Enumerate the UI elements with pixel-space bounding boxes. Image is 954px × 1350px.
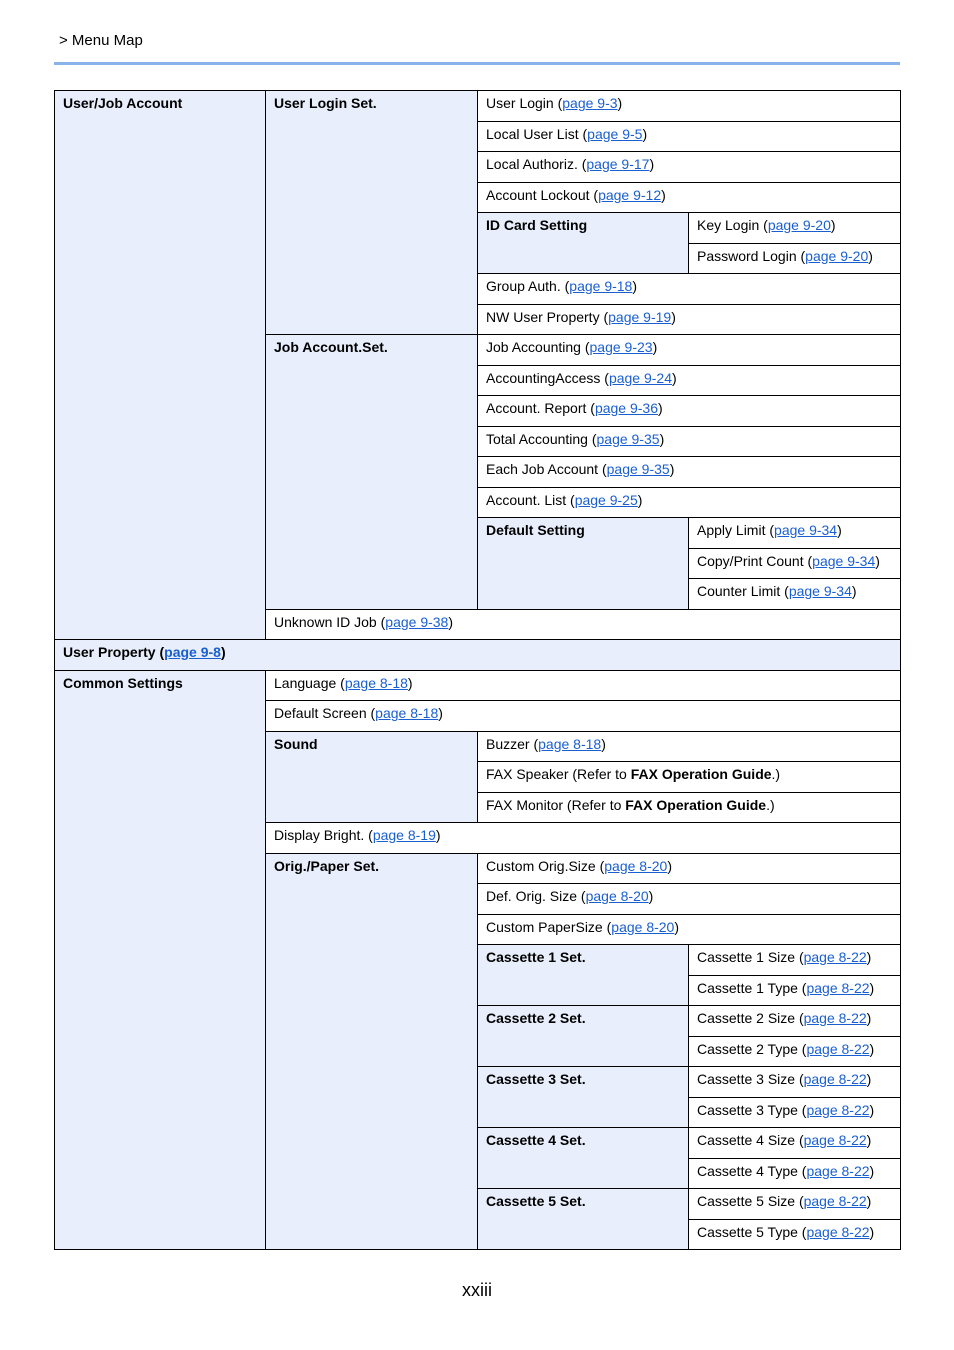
page-link[interactable]: page 9-23 xyxy=(589,339,653,355)
closing-text: ) xyxy=(632,278,638,294)
menu-heading-sound xyxy=(265,731,478,824)
menu-item-label: Account. List ( xyxy=(486,491,575,508)
menu-item-password-login xyxy=(688,243,901,275)
menu-item-copy-print-count xyxy=(688,548,901,580)
menu-item-job-accounting xyxy=(477,334,901,366)
menu-item-local-user-list xyxy=(477,121,901,153)
page-link[interactable]: page 8-22 xyxy=(806,979,870,996)
menu-item-label: Sound xyxy=(274,735,318,752)
menu-item-cassette-3-size xyxy=(688,1066,901,1098)
menu-item-label: Cassette 4 Set. xyxy=(486,1132,586,1148)
closing-text: ) xyxy=(407,674,413,691)
closing-text: ) xyxy=(866,1132,872,1148)
menu-item-def-orig-size xyxy=(477,883,901,915)
menu-item-label: Cassette 1 Type ( xyxy=(697,979,807,996)
header-rule xyxy=(54,62,900,65)
menu-item-label: Local Authoriz. ( xyxy=(486,156,587,172)
breadcrumb: > Menu Map xyxy=(59,32,143,49)
menu-map-table xyxy=(54,90,900,1249)
closing-text: ) xyxy=(649,156,655,172)
closing-text: ) xyxy=(671,308,676,325)
menu-item-label: FAX Monitor (Refer to xyxy=(486,796,626,813)
menu-item-label: ID Card Setting xyxy=(486,217,588,233)
closing-text: ) xyxy=(435,827,441,843)
closing-text: ) xyxy=(661,186,666,203)
closing-text: ) xyxy=(869,1040,875,1057)
menu-item-counter-limit xyxy=(688,578,901,610)
closing-text: ) xyxy=(866,1193,872,1209)
page-link[interactable]: page 8-22 xyxy=(803,1071,867,1087)
menu-item-unknown-id-job xyxy=(265,609,901,641)
menu-item-label: Common Settings xyxy=(63,674,183,691)
menu-item-cassette-5-type xyxy=(688,1219,901,1251)
page-link[interactable]: page 8-20 xyxy=(585,888,649,904)
closing-text: ) xyxy=(669,461,675,477)
menu-item-account-lockout xyxy=(477,182,901,214)
closing-text: ) xyxy=(448,613,454,630)
menu-heading-cassette-1-set xyxy=(477,944,689,1006)
menu-item-label: Each Job Account ( xyxy=(486,461,607,477)
menu-item-label: Cassette 1 Size ( xyxy=(697,949,804,965)
menu-item-label: FAX Speaker (Refer to xyxy=(486,766,631,782)
closing-text: ) xyxy=(868,247,873,264)
page-link[interactable]: page 8-18 xyxy=(344,674,408,691)
menu-item-default-screen xyxy=(265,700,901,732)
menu-heading-cassette-4-set xyxy=(477,1127,689,1189)
closing-text: ) xyxy=(659,430,665,447)
menu-heading-id-card-setting xyxy=(477,212,689,274)
menu-item-label: Cassette 2 Type ( xyxy=(697,1040,807,1057)
page-link[interactable]: page 8-22 xyxy=(806,1223,870,1240)
menu-item-apply-limit xyxy=(688,517,901,549)
menu-item-label: Counter Limit ( xyxy=(697,583,789,599)
menu-item-group-auth xyxy=(477,273,901,305)
menu-item-local-authoriz xyxy=(477,151,901,183)
menu-item-label: Default Screen ( xyxy=(274,705,376,721)
closing-text: ) xyxy=(648,888,654,904)
page-link[interactable]: page 8-19 xyxy=(372,827,436,843)
menu-item-buzzer xyxy=(477,731,901,763)
page-link[interactable]: page 8-22 xyxy=(803,1010,867,1026)
menu-item-label: Cassette 5 Set. xyxy=(486,1193,586,1209)
closing-text: ) xyxy=(617,95,623,111)
menu-item-label: Buzzer ( xyxy=(486,735,539,752)
closing-text: ) xyxy=(652,339,658,355)
closing-text: .) xyxy=(766,796,775,813)
menu-item-display-bright xyxy=(265,822,901,854)
closing-text: ) xyxy=(869,1162,875,1179)
menu-item-label: Group Auth. ( xyxy=(486,278,570,294)
page-link[interactable]: page 9-35 xyxy=(596,430,660,447)
page-link[interactable]: page 9-17 xyxy=(586,156,650,172)
closing-text: ) xyxy=(672,369,677,386)
menu-item-cassette-4-type xyxy=(688,1158,901,1190)
menu-item-label: Password Login ( xyxy=(697,247,806,264)
menu-item-label: Custom Orig.Size ( xyxy=(486,857,605,874)
menu-item-fax-speaker-refer-to xyxy=(477,761,901,793)
page-link[interactable]: page 9-20 xyxy=(767,217,831,233)
menu-item-label: User Login ( xyxy=(486,95,563,111)
closing-text: ) xyxy=(642,125,648,142)
menu-item-cassette-4-size xyxy=(688,1127,901,1159)
menu-item-cassette-1-size xyxy=(688,944,901,976)
menu-item-label: Cassette 3 Set. xyxy=(486,1071,586,1087)
guide-reference: FAX Operation Guide xyxy=(625,796,767,813)
menu-heading-job-account-set xyxy=(265,334,478,610)
page-link[interactable]: page 8-20 xyxy=(604,857,668,874)
menu-heading-orig-paper-set xyxy=(265,853,478,1251)
menu-heading-cassette-2-set xyxy=(477,1005,689,1067)
page-link[interactable]: page 9-8 xyxy=(164,644,221,660)
page-link[interactable]: page 9-34 xyxy=(788,583,852,599)
page-link[interactable]: page 9-35 xyxy=(606,461,670,477)
page-link[interactable]: page 9-12 xyxy=(598,186,662,203)
closing-text: ) xyxy=(875,552,880,569)
closing-text: ) xyxy=(866,1071,872,1087)
page-link[interactable]: page 8-22 xyxy=(806,1101,870,1118)
menu-item-label: AccountingAccess ( xyxy=(486,369,609,386)
page-link[interactable]: page 8-18 xyxy=(538,735,602,752)
menu-item-label: Cassette 3 Size ( xyxy=(697,1071,804,1087)
menu-item-label: Total Accounting ( xyxy=(486,430,597,447)
menu-item-fax-monitor-refer-to xyxy=(477,792,901,824)
menu-item-label: Copy/Print Count ( xyxy=(697,552,813,569)
page-link[interactable]: page 9-36 xyxy=(594,400,658,416)
menu-item-cassette-5-size xyxy=(688,1188,901,1220)
menu-item-accountingaccess xyxy=(477,365,901,397)
closing-text: ) xyxy=(674,918,680,935)
menu-item-account-report xyxy=(477,395,901,427)
page-link[interactable]: page 8-22 xyxy=(803,1132,867,1148)
closing-text: ) xyxy=(438,705,443,721)
page-link[interactable]: page 8-22 xyxy=(806,1162,870,1179)
menu-item-user-login xyxy=(477,90,901,122)
menu-heading-common-settings xyxy=(54,670,266,1251)
menu-item-label: Cassette 3 Type ( xyxy=(697,1101,807,1118)
menu-item-cassette-1-type xyxy=(688,975,901,1007)
closing-text: ) xyxy=(866,1010,872,1026)
menu-heading-default-setting xyxy=(477,517,689,610)
menu-item-key-login xyxy=(688,212,901,244)
menu-item-each-job-account xyxy=(477,456,901,488)
closing-text: ) xyxy=(869,979,875,996)
page-link[interactable]: page 8-22 xyxy=(803,949,867,965)
menu-item-user-property xyxy=(54,639,901,671)
menu-item-label: Local User List ( xyxy=(486,125,588,142)
menu-heading-cassette-3-set xyxy=(477,1066,689,1128)
menu-item-label: Job Accounting ( xyxy=(486,339,590,355)
menu-item-label: NW User Property ( xyxy=(486,308,609,325)
page-link[interactable]: page 9-25 xyxy=(574,491,638,508)
menu-item-custom-orig-size xyxy=(477,853,901,885)
menu-item-label: Cassette 4 Size ( xyxy=(697,1132,804,1148)
page-link[interactable]: page 8-18 xyxy=(375,705,439,721)
page-link[interactable]: page 8-22 xyxy=(803,1193,867,1209)
menu-item-label: Cassette 2 Set. xyxy=(486,1010,586,1026)
menu-item-label: Language ( xyxy=(274,674,345,691)
closing-text: ) xyxy=(601,735,606,752)
menu-item-label: Cassette 2 Size ( xyxy=(697,1010,804,1026)
menu-item-label: User Login Set. xyxy=(274,95,377,111)
page-link[interactable]: page 9-5 xyxy=(587,125,643,142)
menu-item-cassette-2-size xyxy=(688,1005,901,1037)
menu-item-total-accounting xyxy=(477,426,901,458)
page-link[interactable]: page 9-3 xyxy=(562,95,618,111)
menu-heading-user-job-account xyxy=(54,90,266,640)
menu-item-label: Display Bright. ( xyxy=(274,827,373,843)
page-link[interactable]: page 8-22 xyxy=(806,1040,870,1057)
menu-item-label: Custom PaperSize ( xyxy=(486,918,612,935)
menu-item-label: Apply Limit ( xyxy=(697,522,775,538)
page-link[interactable]: page 8-20 xyxy=(611,918,675,935)
closing-text: ) xyxy=(851,583,857,599)
menu-item-language xyxy=(265,670,901,702)
closing-text: ) xyxy=(869,1223,875,1240)
menu-item-account-list xyxy=(477,487,901,519)
page-link[interactable]: page 9-18 xyxy=(569,278,633,294)
menu-item-label: Cassette 1 Set. xyxy=(486,949,586,965)
menu-item-label: Cassette 5 Size ( xyxy=(697,1193,804,1209)
menu-item-label: Def. Orig. Size ( xyxy=(486,888,586,904)
menu-item-cassette-3-type xyxy=(688,1097,901,1129)
menu-item-label: Account Lockout ( xyxy=(486,186,599,203)
menu-item-label: User/Job Account xyxy=(63,95,183,111)
menu-item-label: Unknown ID Job ( xyxy=(274,613,386,630)
menu-item-cassette-2-type xyxy=(688,1036,901,1068)
closing-text: ) xyxy=(637,491,643,508)
menu-heading-cassette-5-set xyxy=(477,1188,689,1250)
menu-item-label: Cassette 5 Type ( xyxy=(697,1223,807,1240)
page-link[interactable]: page 9-34 xyxy=(812,552,876,569)
page-link[interactable]: page 9-38 xyxy=(385,613,449,630)
closing-text: ) xyxy=(869,1101,875,1118)
page-link[interactable]: page 9-20 xyxy=(805,247,869,264)
menu-item-nw-user-property xyxy=(477,304,901,336)
closing-text: ) xyxy=(830,217,836,233)
menu-item-label: Orig./Paper Set. xyxy=(274,857,380,874)
menu-heading-user-login-set xyxy=(265,90,478,335)
menu-item-custom-papersize xyxy=(477,914,901,946)
closing-text: ) xyxy=(837,522,842,538)
closing-text: ) xyxy=(866,949,872,965)
page-link[interactable]: page 9-19 xyxy=(608,308,672,325)
menu-item-label: Cassette 4 Type ( xyxy=(697,1162,807,1179)
menu-item-label: Account. Report ( xyxy=(486,400,595,416)
closing-text: ) xyxy=(667,857,672,874)
closing-text: ) xyxy=(220,644,226,660)
menu-item-label: User Property ( xyxy=(63,644,165,660)
page-link[interactable]: page 9-34 xyxy=(774,522,838,538)
page-link[interactable]: page 9-24 xyxy=(608,369,673,386)
closing-text: ) xyxy=(658,400,663,416)
guide-reference: FAX Operation Guide xyxy=(630,766,772,782)
menu-item-label: Key Login ( xyxy=(697,217,768,233)
page-number: xxiii xyxy=(462,1280,492,1300)
menu-item-label: Job Account.Set. xyxy=(274,339,388,355)
closing-text: .) xyxy=(771,766,781,782)
menu-item-label: Default Setting xyxy=(486,522,585,538)
